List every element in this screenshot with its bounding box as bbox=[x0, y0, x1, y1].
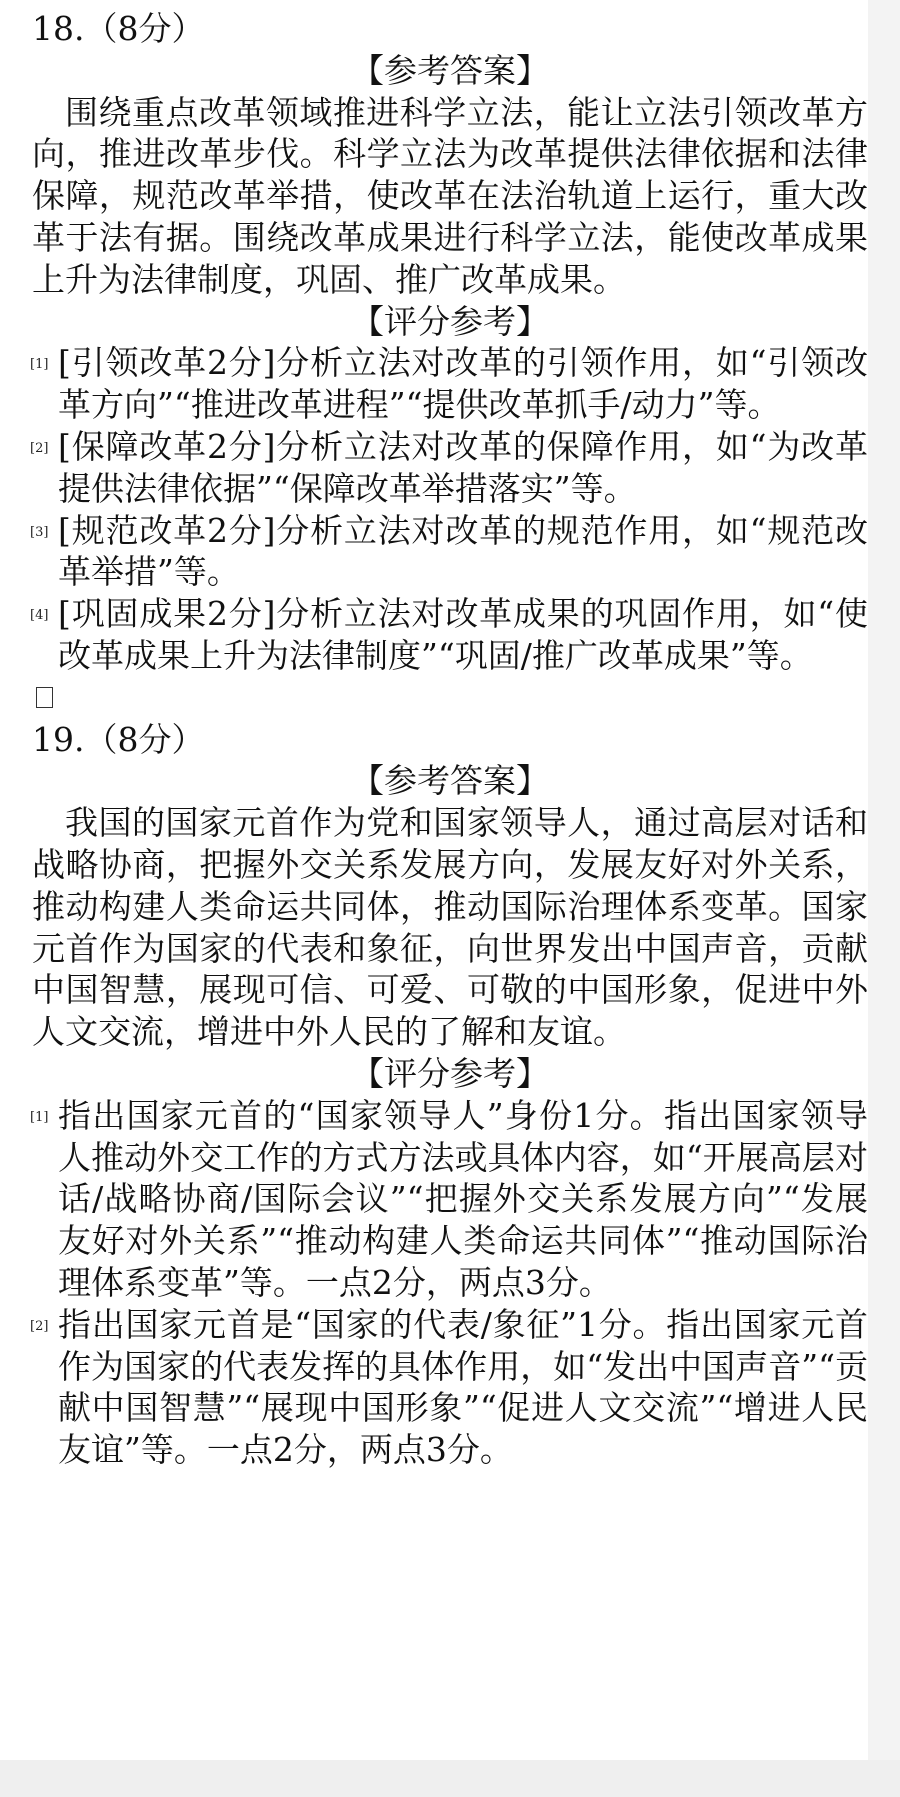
item-marker: [1] bbox=[30, 1109, 49, 1125]
content bbox=[32, 8, 868, 1471]
scan-margin-right bbox=[868, 0, 900, 1797]
question-number: 19.（8分） bbox=[32, 719, 205, 759]
scoring-item bbox=[32, 1095, 868, 1304]
item-marker: [2] bbox=[30, 1318, 49, 1334]
scoring-item bbox=[32, 593, 868, 677]
item-text: 指出国家元首是“国家的代表/象征”1分。指出国家元首作为国家的代表发挥的具体作用，如“发出中国声音”“贡献中国智慧”“展现中国形象”“促进人文交流”“增进人民友谊”等。一点2分，两点3分。 bbox=[58, 1304, 868, 1470]
item-text: [规范改革2分]分析立法对改革的规范作用，如“规范改革举措”等。 bbox=[58, 510, 868, 592]
scoring-item bbox=[32, 426, 868, 510]
item-marker: [3] bbox=[30, 524, 49, 540]
empty-box-glyph bbox=[36, 687, 53, 708]
scoring-item bbox=[32, 342, 868, 426]
scoring-item bbox=[32, 1304, 868, 1471]
reference-answer: 围绕重点改革领域推进科学立法，能让立法引领改革方向，推进改革步伐。科学立法为改革提供法律依据和法律保障，规范改革举措，使改革在法治轨道上运行，重大改革于法有据。围绕改革成果进行科学立法，能使改革成果上升为法律制度，巩固、推广改革成果。 bbox=[32, 92, 868, 299]
item-text: [引领改革2分]分析立法对改革的引领作用，如“引领改革方向”“推进改革进程”“提供改革抓手/动力”等。 bbox=[58, 343, 868, 425]
scan-margin-bottom bbox=[0, 1760, 900, 1797]
answer-heading: 【参考答案】 bbox=[351, 761, 549, 801]
separator-line bbox=[32, 677, 868, 719]
scoring-heading: 【评分参考】 bbox=[351, 1053, 549, 1093]
item-marker: [1] bbox=[30, 357, 49, 373]
question-19 bbox=[32, 719, 868, 1471]
reference-answer: 我国的国家元首作为党和国家领导人，通过高层对话和战略协商，把握外交关系发展方向，发展友好对外关系，推动构建人类命运共同体，推动国际治理体系变革。国家元首作为国家的代表和象征，向世界发出中国声音，贡献中国智慧，展现可信、可爱、可敬的中国形象，促进中外人文交流，增进中外人民的了解和友谊。 bbox=[32, 803, 868, 1052]
scoring-heading: 【评分参考】 bbox=[351, 301, 549, 341]
question-18 bbox=[32, 8, 868, 719]
scoring-item bbox=[32, 510, 868, 594]
item-marker: [4] bbox=[30, 608, 49, 624]
answer-heading: 【参考答案】 bbox=[351, 50, 549, 90]
item-text: 指出国家元首的“国家领导人”身份1分。指出国家领导人推动外交工作的方式方法或具体内容，如“开展高层对话/战略协商/国际会议”“把握外交关系发展方向”“发展友好对外关系”“推动构建人类命运共同体”“推动国际治理体系变革”等。一点2分，两点3分。 bbox=[58, 1095, 868, 1302]
item-text: [巩固成果2分]分析立法对改革成果的巩固作用，如“使改革成果上升为法律制度”“巩固/推广改革成果”等。 bbox=[58, 594, 868, 675]
item-text: [保障改革2分]分析立法对改革的保障作用，如“为改革提供法律依据”“保障改革举措落实”等。 bbox=[58, 426, 868, 508]
item-marker: [2] bbox=[30, 440, 49, 456]
question-number: 18.（8分） bbox=[32, 9, 205, 48]
